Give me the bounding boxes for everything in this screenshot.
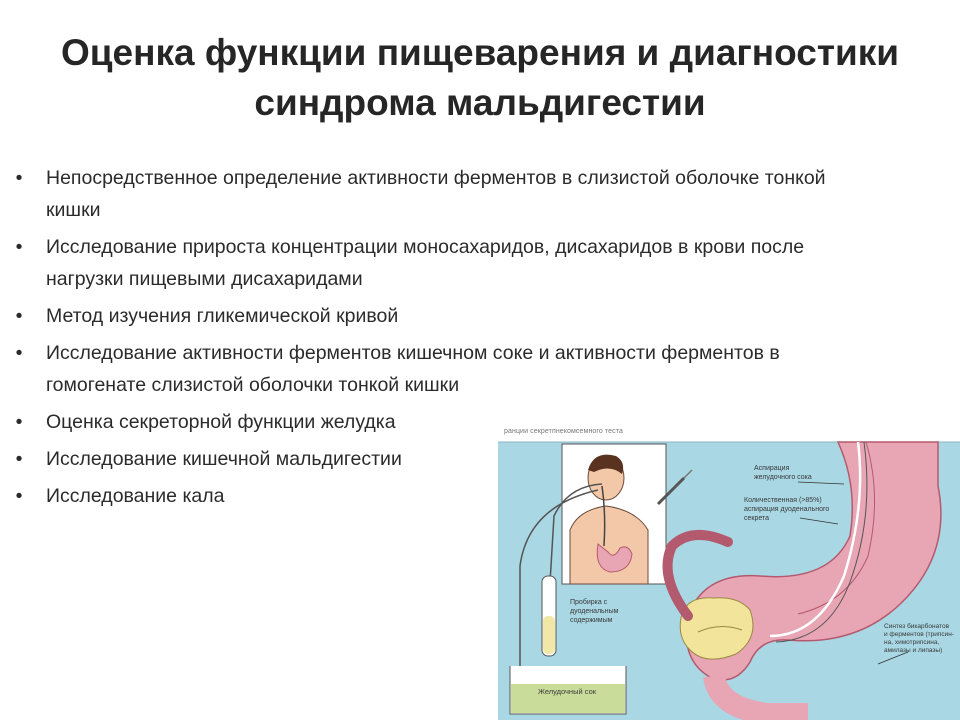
bullet-text: Исследование кишечной мальдигестии bbox=[46, 448, 402, 470]
label-quantitative: Количественная (>85%) аспирация дуоденального секрета bbox=[744, 497, 830, 522]
diagram-svg bbox=[498, 426, 960, 720]
slide-title: Оценка функции пищеварения и диагностики синдрома мальдигестии bbox=[61, 32, 899, 123]
bullet-icon: • bbox=[15, 411, 23, 433]
bullet-text: Метод изучения гликемической кривой bbox=[46, 305, 399, 327]
label-probe: Пробирка с дуоденальным содержимым bbox=[570, 599, 619, 624]
bullet-icon: • bbox=[15, 305, 23, 327]
list-item bbox=[12, 300, 872, 332]
label-gastric-juice: Желудочный сок bbox=[538, 687, 597, 696]
patient-body bbox=[570, 506, 648, 584]
bullet-icon: • bbox=[15, 342, 23, 364]
figure-caption: ранции секретпнекомсемного теста bbox=[504, 428, 623, 435]
bullet-text: Оценка секреторной функции желудка bbox=[46, 411, 396, 433]
list-item bbox=[12, 162, 872, 226]
digestion-diagram bbox=[498, 426, 960, 720]
bullet-icon: • bbox=[15, 485, 23, 507]
label-aspiration: Аспирация желудочного сока bbox=[754, 465, 812, 481]
list-item bbox=[12, 231, 872, 295]
bullet-icon: • bbox=[15, 448, 23, 470]
bullet-icon: • bbox=[15, 167, 23, 189]
bullet-icon: • bbox=[15, 236, 23, 258]
bullet-text: Исследование прироста концентрации моносахаридов, дисахаридов в крови после нагрузки пищевыми дисахаридами bbox=[46, 236, 805, 290]
bullet-text: Непосредственное определение активности ферментов в слизистой оболочке тонкой кишки bbox=[46, 167, 826, 221]
test-tube-liquid bbox=[543, 616, 555, 654]
pancreas bbox=[680, 598, 753, 659]
label-synthesis: Синтез бикарбонатов и ферментов (трипсин- на, химотрипсина, амилазы и липазы) bbox=[884, 623, 955, 654]
bullet-text: Исследование активности ферментов кишечном соке и активности ферментов в гомогенате слизистой оболочки тонкой кишки bbox=[46, 342, 780, 396]
bullet-text: Исследование кала bbox=[46, 485, 225, 507]
list-item bbox=[12, 337, 872, 401]
